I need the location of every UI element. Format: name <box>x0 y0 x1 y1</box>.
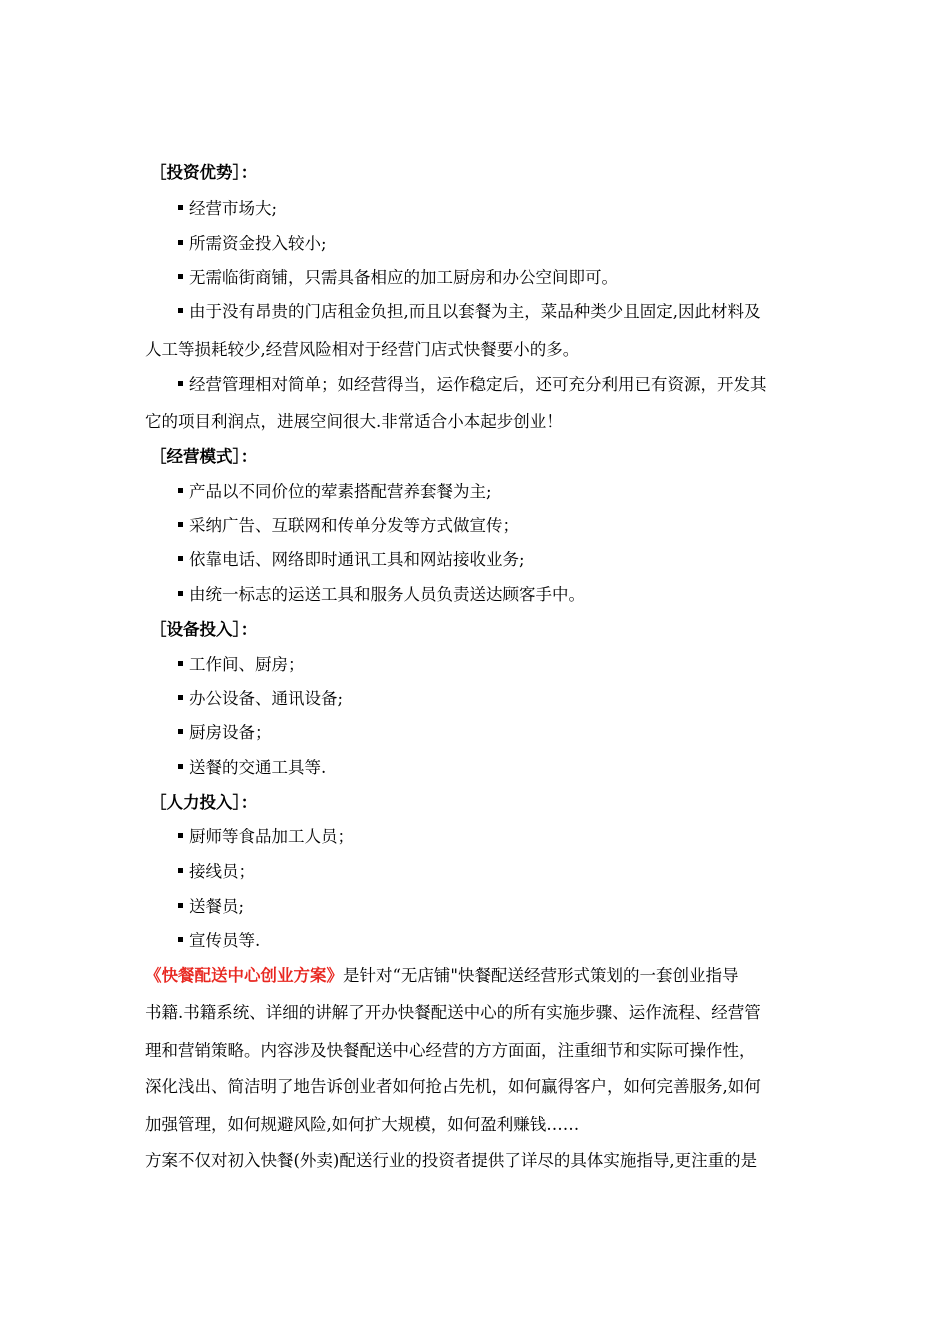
list-item: 所需资金投入较小; <box>178 233 843 255</box>
bullet-icon <box>178 240 183 245</box>
heading-equipment-investment: ［设备投入］： <box>150 620 258 639</box>
bullet-icon <box>178 308 183 313</box>
list-item: 接线员； <box>178 861 843 883</box>
intro-line: 加强管理，如何规避风险,如何扩大规模，如何盈利赚钱…… <box>145 1115 580 1134</box>
bullet-icon <box>178 205 183 210</box>
list-item: 经营管理相对简单；如经营得当，运作稳定后，还可充分利用已有资源，开发其 <box>178 374 843 396</box>
bullet-icon <box>178 661 183 666</box>
list-item: 工作间、厨房； <box>178 654 843 676</box>
bullet-icon <box>178 591 183 596</box>
heading-staffing-investment: ［人力投入］： <box>150 793 258 812</box>
paragraph-continuation: 它的项目利润点，进展空间很大.非常适合小本起步创业！ <box>145 412 563 431</box>
bullet-icon <box>178 488 183 493</box>
list-item: 厨房设备； <box>178 722 843 744</box>
list-item: 送餐的交通工具等. <box>178 757 843 779</box>
heading-business-model: ［经营模式］： <box>150 447 258 466</box>
bullet-icon <box>178 903 183 908</box>
list-item: 办公设备、通讯设备; <box>178 688 843 710</box>
intro-line: 方案不仅对初入快餐(外卖)配送行业的投资者提供了详尽的具体实施指导,更注重的是 <box>145 1151 758 1170</box>
list-item: 采纳广告、互联网和传单分发等方式做宣传； <box>178 515 843 537</box>
bullet-icon <box>178 522 183 527</box>
plan-title: 《快餐配送中心创业方案》 <box>145 966 343 985</box>
bullet-icon <box>178 833 183 838</box>
bullet-icon <box>178 937 183 942</box>
list-item: 厨师等食品加工人员； <box>178 826 843 848</box>
bullet-icon <box>178 729 183 734</box>
bullet-icon <box>178 381 183 386</box>
bullet-icon <box>178 274 183 279</box>
paragraph-continuation: 人工等损耗较少,经营风险相对于经营门店式快餐要小的多。 <box>145 340 580 359</box>
intro-first-line: 《快餐配送中心创业方案》是针对“无店铺"快餐配送经营形式策划的一套创业指导 <box>145 966 739 985</box>
list-item: 无需临街商铺，只需具备相应的加工厨房和办公空间即可。 <box>178 267 843 289</box>
bullet-icon <box>178 695 183 700</box>
intro-line: 理和营销策略。内容涉及快餐配送中心经营的方方面面，注重细节和实际可操作性， <box>145 1041 756 1060</box>
list-item: 依靠电话、网络即时通讯工具和网站接收业务; <box>178 549 843 571</box>
intro-line: 深化浅出、简洁明了地告诉创业者如何抢占先机，如何赢得客户，如何完善服务,如何 <box>145 1077 761 1096</box>
list-item: 宣传员等. <box>178 930 843 952</box>
intro-line: 书籍.书籍系统、详细的讲解了开办快餐配送中心的所有实施步骤、运作流程、经营管 <box>145 1003 761 1022</box>
bullet-icon <box>178 556 183 561</box>
list-item: 由统一标志的运送工具和服务人员负责送达顾客手中。 <box>178 584 843 606</box>
list-item: 经营市场大; <box>178 198 843 220</box>
bullet-icon <box>178 868 183 873</box>
list-item: 由于没有昂贵的门店租金负担,而且以套餐为主，菜品种类少且固定,因此材料及 <box>178 301 843 323</box>
heading-investment-advantages: ［投资优势］： <box>150 163 258 182</box>
list-item: 送餐员; <box>178 896 843 918</box>
bullet-icon <box>178 764 183 769</box>
list-item: 产品以不同价位的荤素搭配营养套餐为主; <box>178 481 843 503</box>
